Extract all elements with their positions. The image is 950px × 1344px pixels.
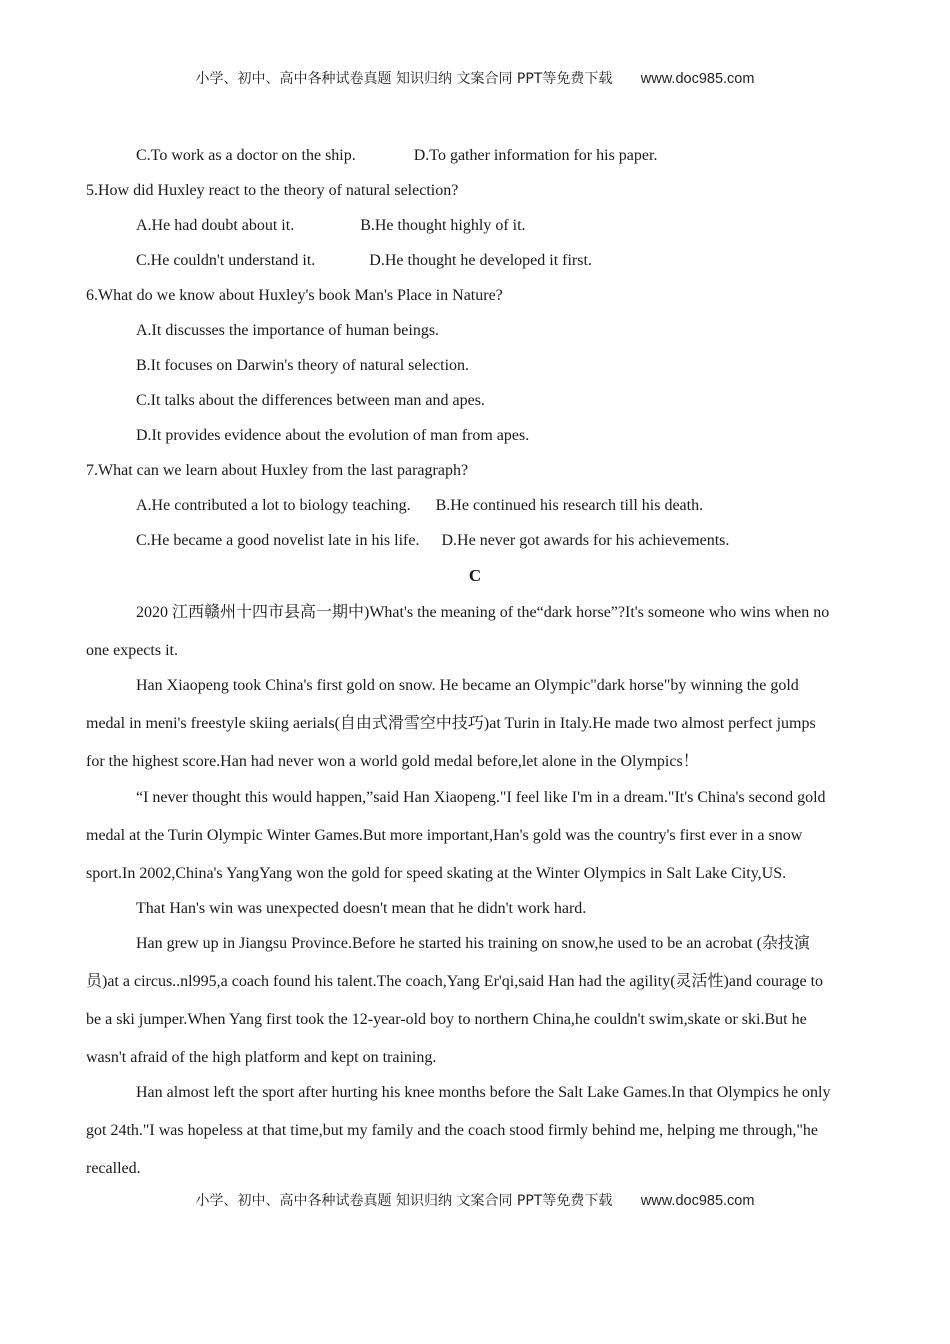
passage-line: Han almost left the sport after hurting his knee months before the Salt Lake Games.In that Olympics he only: [136, 1084, 831, 1101]
q7-options-cd: [136, 531, 916, 551]
q4-option-c: C.To work as a doctor on the ship.: [136, 147, 356, 164]
passage-line: sport.In 2002,China's YangYang won the gold for speed skating at the Winter Olympics in Salt Lake City,US.: [86, 865, 787, 882]
footer-site: www.doc985.com: [640, 1193, 755, 1209]
passage-line: “I never thought this would happen,”said Han Xiaopeng."I feel like I'm in a dream."It's China's second gold: [136, 789, 826, 806]
q6-option-c: C.It talks about the differences between man and apes.: [136, 392, 485, 409]
q7-option-a: A.He contributed a lot to biology teaching.: [136, 497, 411, 514]
section-heading-c: C: [468, 566, 482, 585]
q5-options-ab: [136, 216, 916, 236]
q5-option-b: B.He thought highly of it.: [360, 217, 526, 234]
q6-question: 6.What do we know about Huxley's book Man's Place in Nature?: [86, 287, 503, 304]
passage-line: 员)at a circus..nl995,a coach found his talent.The coach,Yang Er'qi,said Han had the agility(灵活性)and courage to: [86, 973, 824, 990]
q6-option-a: A.It discusses the importance of human beings.: [136, 322, 440, 339]
passage-line: got 24th."I was hopeless at that time,but my family and the coach stood firmly behind me, helping me through,"he: [86, 1122, 819, 1139]
passage-line: Han Xiaopeng took China's first gold on snow. He became an Olympic"dark horse"by winning the gold: [136, 677, 799, 694]
passage-line: be a ski jumper.When Yang first took the 12-year-old boy to northern China,he couldn't swim,skate or ski.But he: [86, 1011, 807, 1028]
q7-option-b: B.He continued his research till his death.: [435, 497, 704, 514]
page-footer: [0, 1190, 950, 1210]
passage-line: wasn't afraid of the high platform and kept on training.: [86, 1049, 437, 1066]
passage-line: for the highest score.Han had never won a world gold medal before,let alone in the Olympics！: [86, 753, 699, 770]
passage-line: recalled.: [86, 1160, 141, 1177]
q6-option-b: B.It focuses on Darwin's theory of natural selection.: [136, 357, 470, 374]
passage-line: 2020 江西赣州十四市县高一期中)What's the meaning of the“dark horse”?It's someone who wins when no: [136, 604, 830, 621]
q5-options-cd: [136, 251, 916, 271]
q7-option-d: D.He never got awards for his achievements.: [441, 532, 730, 549]
q4-option-d: D.To gather information for his paper.: [413, 147, 658, 164]
header-site: www.doc985.com: [640, 71, 755, 87]
passage-line: medal in meni's freestyle skiing aerials(自由式滑雪空中技巧)at Turin in Italy.He made two almost perfect jumps: [86, 715, 816, 732]
header-text: 小学、初中、高中各种试卷真题 知识归纳 文案合同 PPT等免费下载: [195, 71, 613, 87]
passage-line: one expects it.: [86, 642, 178, 659]
q6-option-d: D.It provides evidence about the evolution of man from apes.: [136, 427, 530, 444]
page-header: [0, 68, 950, 88]
passage-line: That Han's win was unexpected doesn't mean that he didn't work hard.: [136, 900, 587, 917]
q5-question: 5.How did Huxley react to the theory of natural selection?: [86, 182, 459, 199]
footer-text: 小学、初中、高中各种试卷真题 知识归纳 文案合同 PPT等免费下载: [195, 1193, 613, 1209]
q7-options-ab: [136, 496, 916, 516]
q5-option-c: C.He couldn't understand it.: [136, 252, 316, 269]
q4-options-cd: [136, 146, 916, 166]
passage-line: medal at the Turin Olympic Winter Games.But more important,Han's gold was the country's first ever in a snow: [86, 827, 803, 844]
q7-question: 7.What can we learn about Huxley from the last paragraph?: [86, 462, 469, 479]
q5-option-a: A.He had doubt about it.: [136, 217, 295, 234]
q5-option-d: D.He thought he developed it first.: [369, 252, 592, 269]
q7-option-c: C.He became a good novelist late in his life.: [136, 532, 420, 549]
passage-line: Han grew up in Jiangsu Province.Before he started his training on snow,he used to be an acrobat (杂技演: [136, 935, 810, 952]
